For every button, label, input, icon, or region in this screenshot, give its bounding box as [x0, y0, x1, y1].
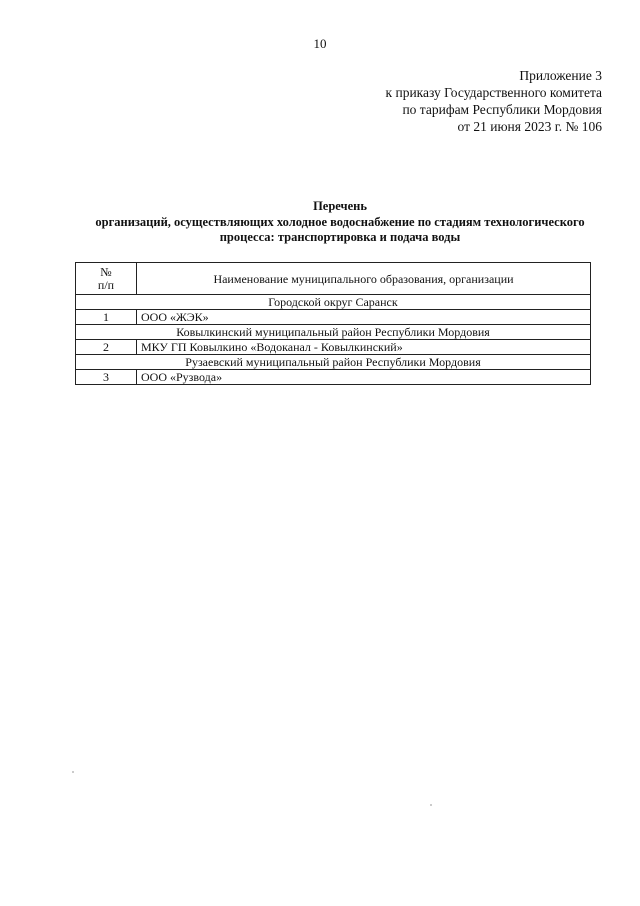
section-title: Ковылкинский муниципальный район Республики Мордовия	[76, 325, 591, 340]
appendix-line: Приложение 3	[519, 68, 602, 83]
row-number: 1	[76, 310, 137, 325]
header-number-abbrev: п/п	[97, 277, 115, 292]
table-row	[76, 370, 591, 385]
appendix-line: к приказу Государственного комитета	[385, 85, 602, 100]
scan-speck	[72, 771, 74, 773]
table-header-row	[76, 263, 591, 295]
section-row	[76, 355, 591, 370]
header-name-cell: Наименование муниципального образования, организации	[137, 263, 591, 295]
header-number-symbol: №	[100, 264, 112, 279]
row-number: 3	[76, 370, 137, 385]
section-row	[76, 295, 591, 310]
organization-name: МКУ ГП Ковылкино «Водоканал - Ковылкинский»	[137, 340, 591, 355]
document-title	[60, 199, 620, 246]
scan-speck	[430, 804, 432, 806]
title-line: процесса: транспортировка и подача воды	[219, 230, 461, 244]
row-number: 2	[76, 340, 137, 355]
organizations-table	[75, 262, 591, 385]
page-number: 10	[313, 36, 327, 51]
organization-name: ООО «ЖЭК»	[137, 310, 591, 325]
appendix-date-line: от 21 июня 2023 г. № 106	[457, 119, 602, 134]
section-title: Рузаевский муниципальный район Республики Мордовия	[76, 355, 591, 370]
section-title: Городской округ Саранск	[76, 295, 591, 310]
appendix-line: по тарифам Республики Мордовия	[402, 102, 602, 117]
header-number-cell	[76, 263, 137, 295]
table-row	[76, 310, 591, 325]
organization-name: ООО «Рузвода»	[137, 370, 591, 385]
title-line: организаций, осуществляющих холодное водоснабжение по стадиям технологического	[95, 214, 585, 229]
section-row	[76, 325, 591, 340]
table-row	[76, 340, 591, 355]
title-line: Перечень	[313, 199, 367, 213]
appendix-header	[386, 67, 602, 135]
